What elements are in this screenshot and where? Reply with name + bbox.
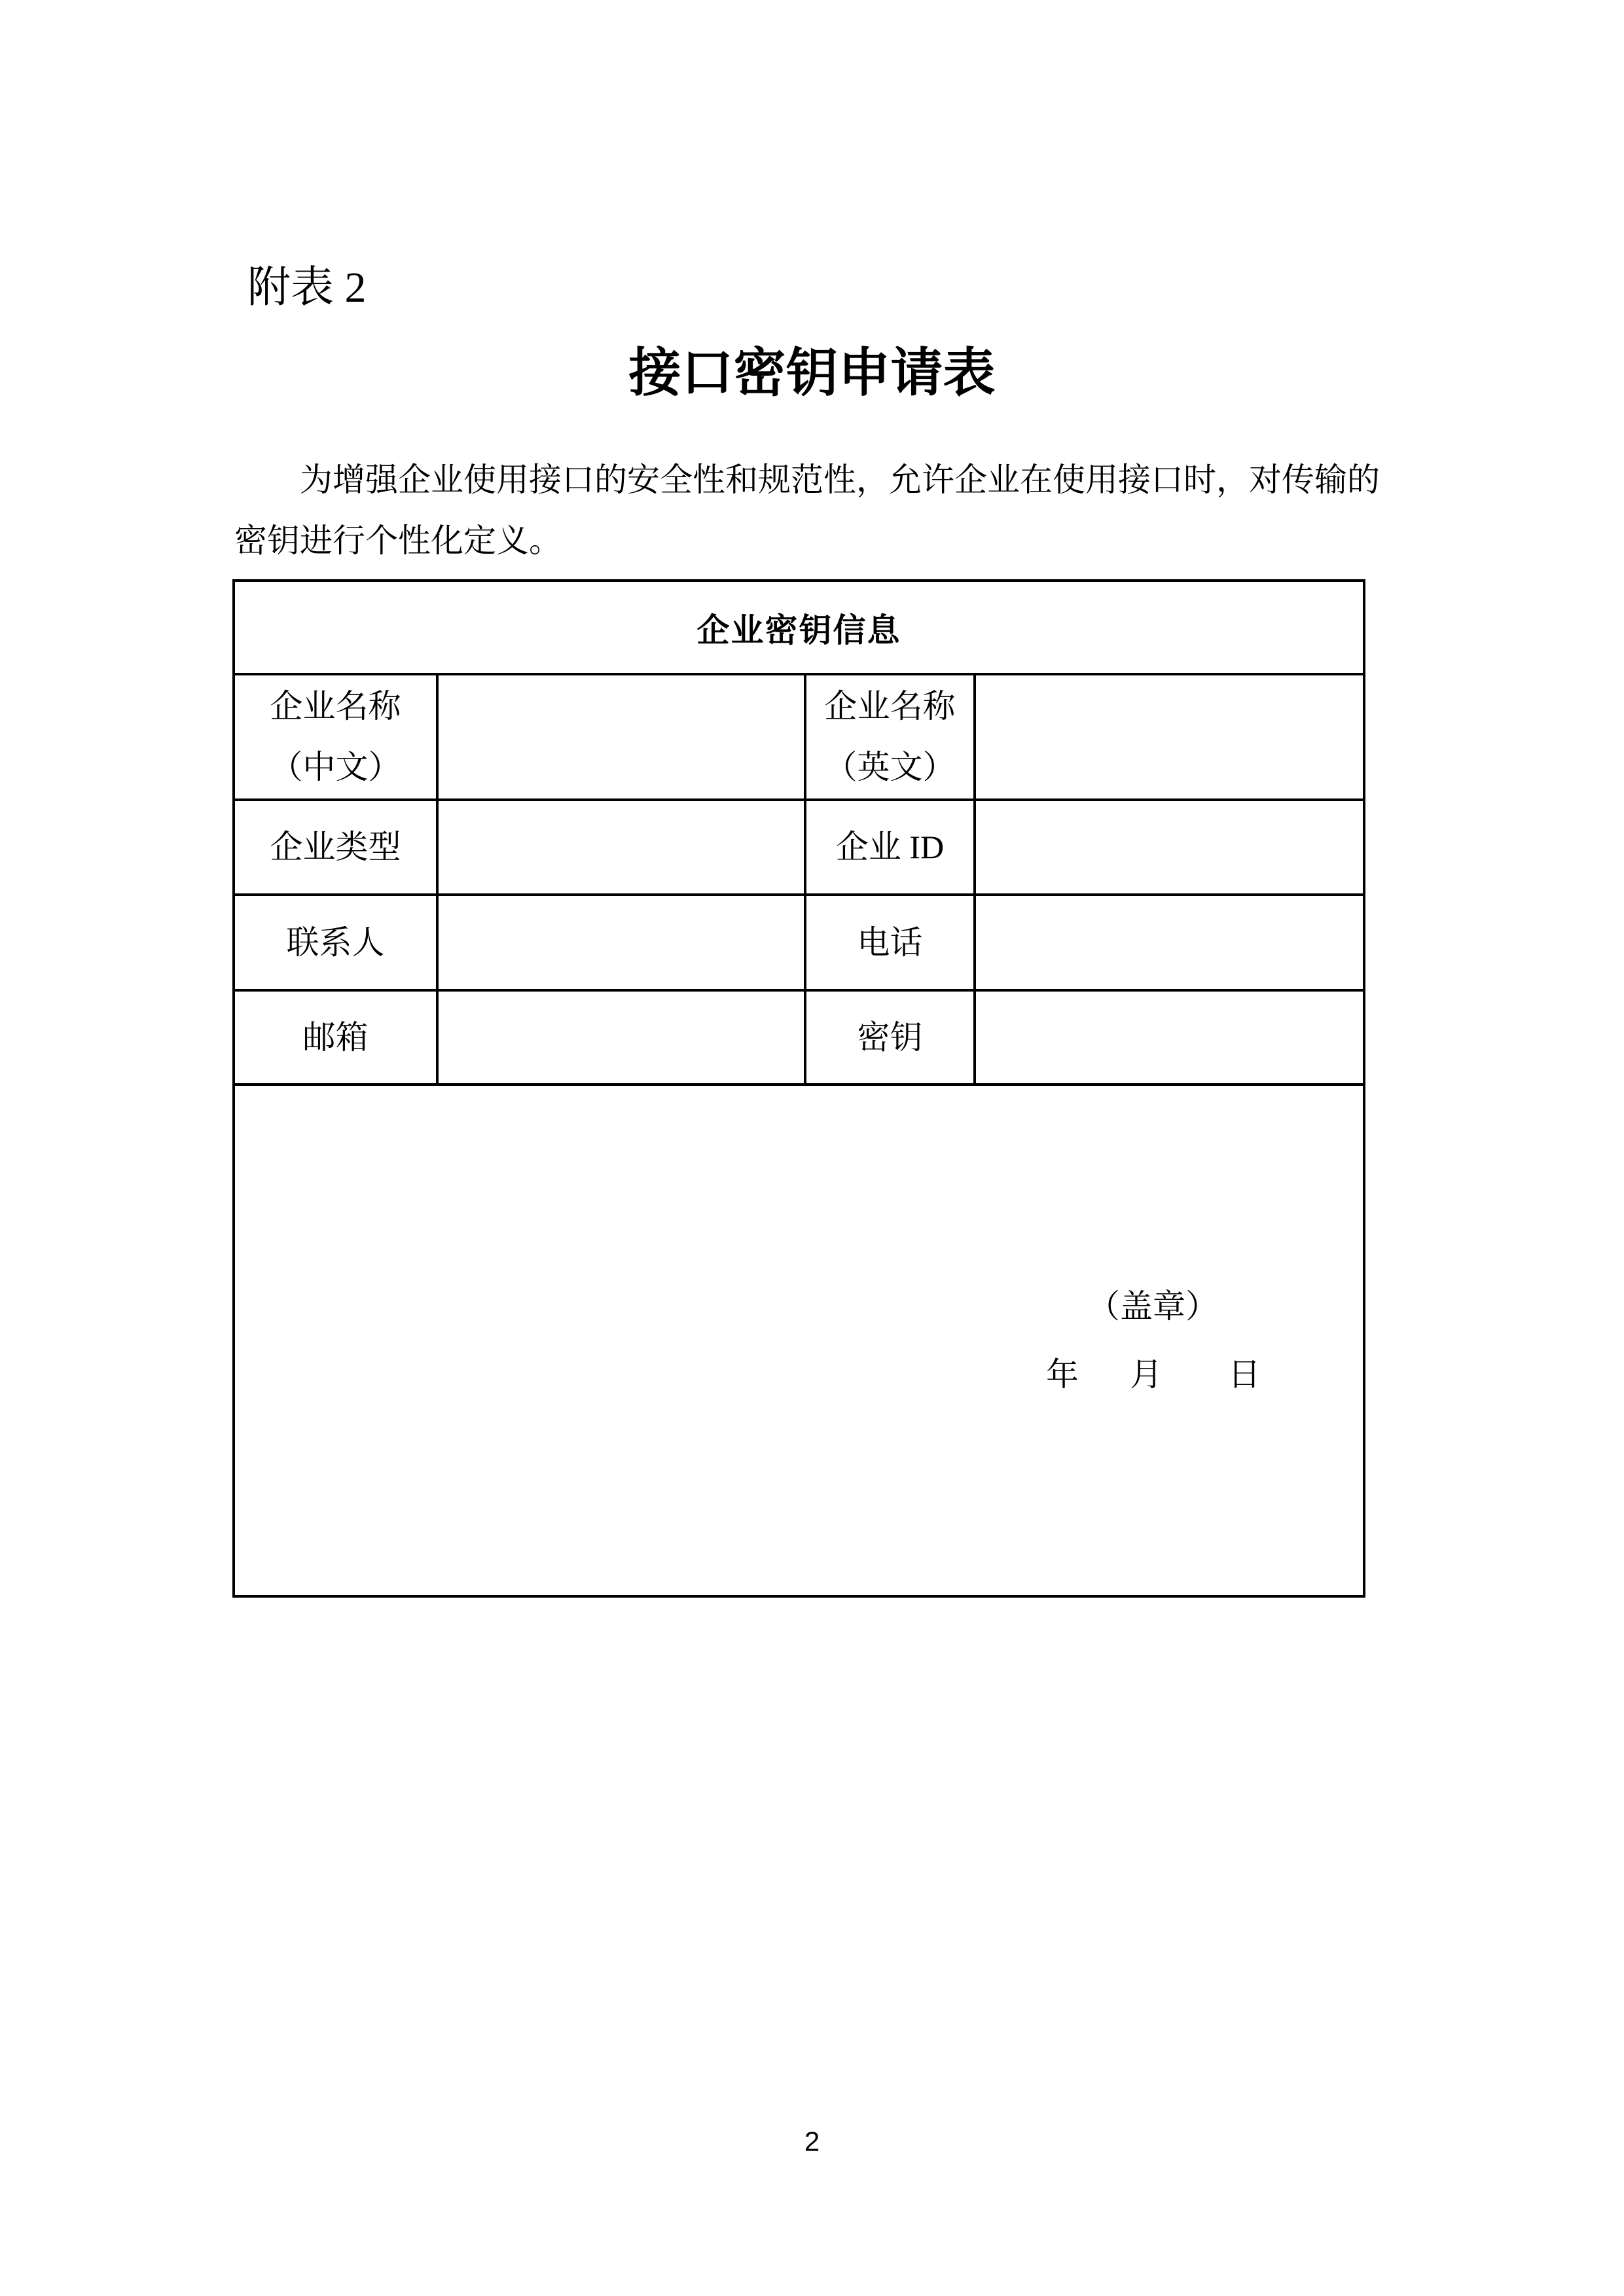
page-title: 接口密钥申请表 (628, 344, 996, 402)
value-cell-contact-person (437, 895, 805, 990)
year-label: 年 (1046, 1356, 1079, 1393)
label-line: （英文） (824, 749, 956, 785)
stamp-note: （盖章） (1087, 1288, 1218, 1325)
value-cell-email (437, 990, 805, 1085)
table-header-row (234, 581, 1364, 674)
label-cell-contact-person: 联系人 (234, 895, 437, 990)
label-cell-company-name-en (805, 674, 975, 800)
label-cell-company-name-cn (234, 674, 437, 800)
value-cell-company-id (975, 800, 1364, 895)
table-header: 企业密钥信息 (234, 581, 1364, 674)
label-line: 企业名称 (824, 688, 956, 725)
intro-line-2: 密钥进行个性化定义。 (234, 522, 562, 559)
label-cell-secret-key: 密钥 (805, 990, 975, 1085)
label-cell-company-id: 企业 ID (805, 800, 975, 895)
label-line: 企业名称 (270, 688, 401, 725)
day-label: 日 (1228, 1356, 1261, 1393)
value-cell-secret-key (975, 990, 1364, 1085)
label-cell-phone: 电话 (805, 895, 975, 990)
table-row (234, 674, 1364, 800)
signature-area (234, 1085, 1364, 1596)
intro-paragraph (234, 450, 1395, 571)
enterprise-key-table (232, 579, 1365, 1598)
date-line (235, 1358, 1363, 1391)
intro-line-1: 为增强企业使用接口的安全性和规范性，允许企业在使用接口时，对传输的 (300, 461, 1380, 498)
attachment-label: 附表 2 (247, 264, 367, 312)
label-line: （中文） (270, 749, 401, 785)
month-label: 月 (1130, 1356, 1163, 1393)
value-cell-company-name-cn (437, 674, 805, 800)
page-number: 2 (804, 2126, 820, 2157)
signature-row (234, 1085, 1364, 1596)
value-cell-company-type (437, 800, 805, 895)
label-cell-company-type: 企业类型 (234, 800, 437, 895)
table-row (234, 990, 1364, 1085)
table-row (234, 800, 1364, 895)
value-cell-phone (975, 895, 1364, 990)
value-cell-company-name-en (975, 674, 1364, 800)
table-row (234, 895, 1364, 990)
label-cell-email: 邮箱 (234, 990, 437, 1085)
